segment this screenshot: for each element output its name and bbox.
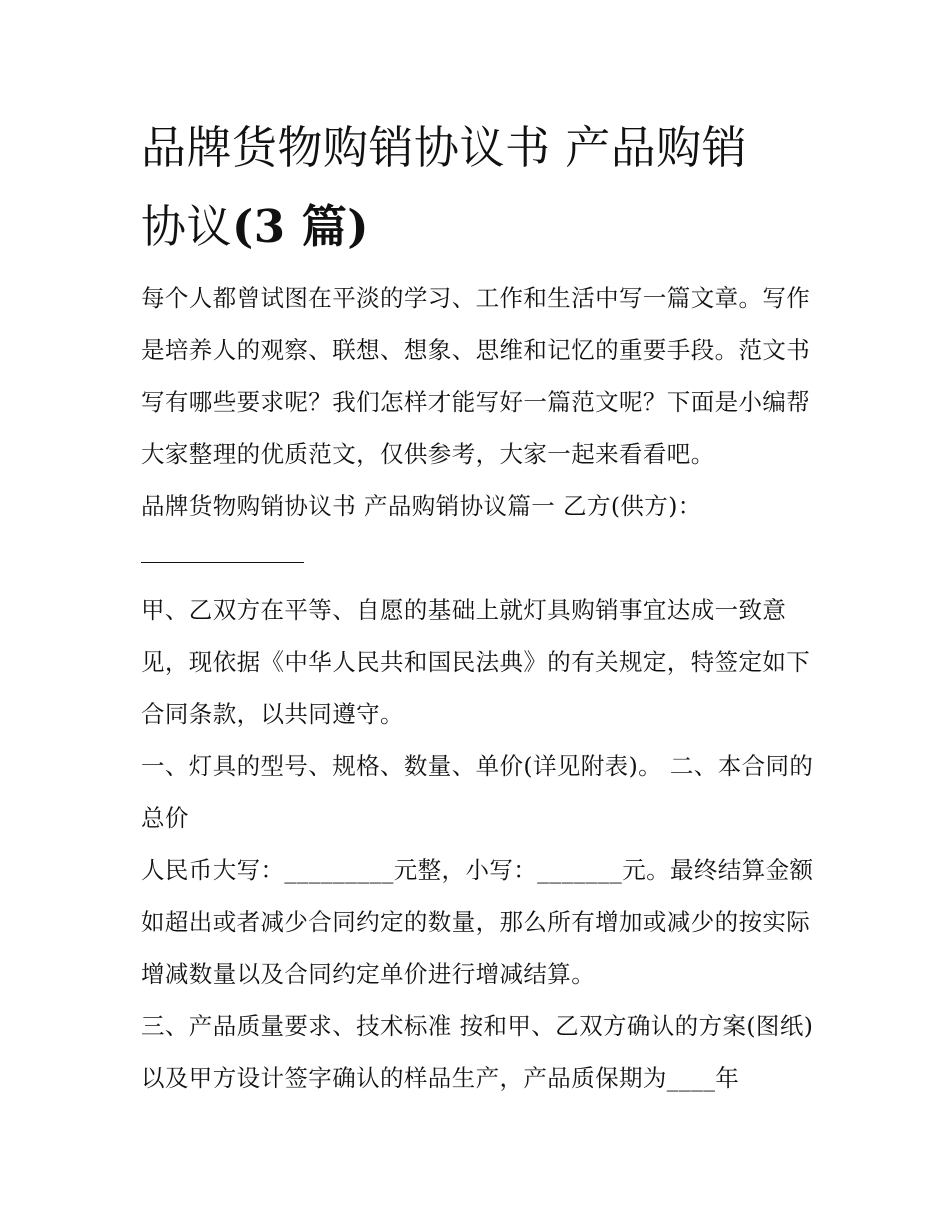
signature-blank-line [141,532,304,584]
title-line-2 [141,200,369,253]
intro-paragraph: 每个人都曾试图在平淡的学习、工作和生活中写一篇文章。写作是培养人的观察、联想、想象、思维和记忆的重要手段。范文书写有哪些要求呢？我们怎样才能写好一篇范文呢？下面是小编帮大家整理的优质范文，仅供参考，大家一起来看看吧。 [141,284,811,468]
title-close-paren: ) [347,200,370,253]
document-title [141,108,821,266]
clause-3-paragraph: 三、产品质量要求、技术标准 按和甲、乙双方确认的方案(图纸)以及甲方设计签字确认的样品生产，产品质保期为____年 [141,1012,814,1092]
title-line-1: 品牌货物购销协议书 产品购销 [141,121,748,174]
clause-1-2-paragraph: 一、灯具的型号、规格、数量、单价(详见附表)。 二、本合同的总价 [141,752,814,832]
section-heading-paragraph: 品牌货物购销协议书 产品购销协议篇一 乙方(供方)： [141,492,702,520]
title-count: (3 [232,200,286,253]
price-paragraph: 人民币大写：_________元整，小写：_______元。最终结算金额如超出或者减少合同约定的数量，那么所有增加或减少的按实际增减数量以及合同约定单价进行增减结算。 [141,856,814,988]
agreement-paragraph: 甲、乙双方在平等、自愿的基础上就灯具购销事宜达成一致意见，现依据《中华人民共和国民法典》的有关规定，特签定如下合同条款，以共同遵守。 [141,596,811,728]
title-count-unit: 篇 [285,200,348,253]
document-page [141,108,821,1104]
title-line-2-text: 协议 [141,200,233,253]
